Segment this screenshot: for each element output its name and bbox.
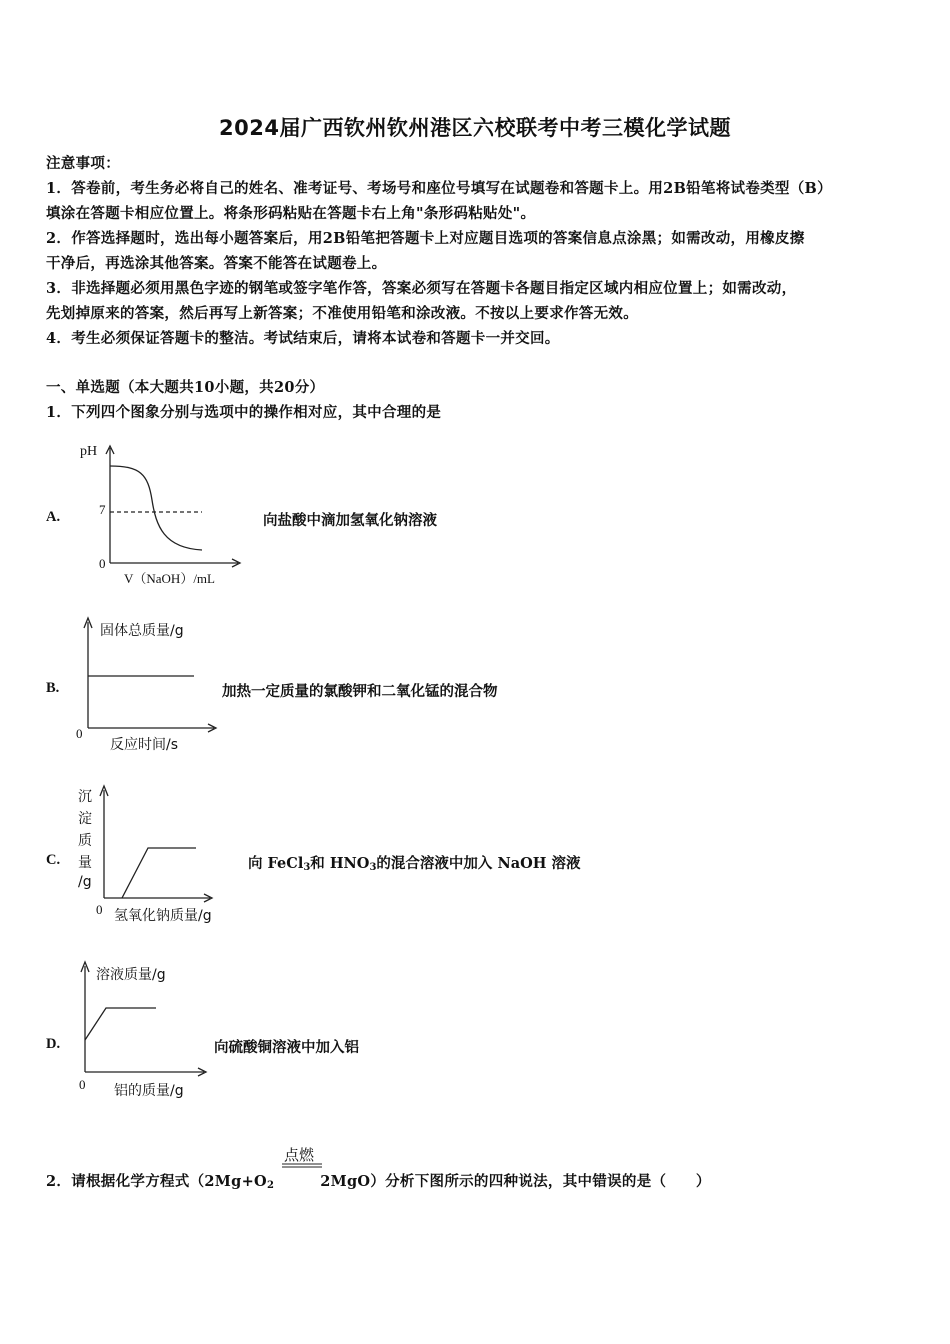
option-d-label: D.	[46, 1036, 61, 1052]
notice-line-5: 3．非选择题必须用黑色字迹的钢笔或签字笔作答，答案必须写在答题卡各题目指定区域内相应位置上；如需改动，	[46, 280, 797, 297]
graph-a-ytick: 7	[99, 502, 106, 517]
notice-line-7: 4．考生必须保证答题卡的整洁。考试结束后，请将本试卷和答题卡一并交回。	[46, 330, 560, 347]
graph-d-origin: 0	[79, 1077, 86, 1092]
section-heading: 一、单选题（本大题共10小题，共20分）	[46, 379, 325, 396]
question-1-stem: 1．下列四个图象分别与选项中的操作相对应，其中合理的是	[46, 404, 442, 421]
option-a-label: A.	[46, 509, 61, 525]
graph-a-origin: 0	[99, 556, 106, 571]
notice-line-2: 填涂在答题卡相应位置上。将条形码粘贴在答题卡右上角"条形码粘贴处"。	[46, 205, 536, 222]
graph-d-xlabel: 铝的质量/g	[114, 1083, 184, 1099]
option-c-desc-post: 的混合溶液中加入 NaOH 溶液	[376, 855, 581, 872]
graph-b-ylabel: 固体总质量/g	[100, 623, 184, 639]
option-c-label: C.	[46, 852, 61, 868]
graph-b-xlabel: 反应时间/s	[110, 737, 179, 753]
notice-line-4: 干净后，再选涂其他答案。答案不能答在试题卷上。	[46, 255, 387, 272]
option-d-desc: 向硫酸铜溶液中加入铝	[214, 1039, 359, 1056]
option-c-desc-sub1: 3	[303, 862, 311, 873]
graph-c-ylabel-1: 沉	[78, 789, 92, 805]
graph-d-ylabel: 溶液质量/g	[96, 967, 166, 983]
option-c-desc-pre: 向 FeCl	[248, 855, 304, 872]
question-2-prefix: 2．请根据化学方程式（2Mg+O	[46, 1173, 267, 1190]
question-2-suffix: 2MgO）分析下图所示的四种说法，其中错误的是（ ）	[320, 1173, 711, 1190]
notice-line-6: 先划掉原来的答案，然后再写上新答案；不准使用铅笔和涂改液。不按以上要求作答无效。	[46, 305, 638, 322]
graph-c-xlabel: 氢氧化钠质量/g	[114, 908, 212, 924]
graph-c-ylabel-4: 量	[78, 855, 92, 871]
graph-c-origin: 0	[96, 902, 103, 917]
graph-a-ylabel: pH	[80, 444, 98, 459]
notice-line-3: 2．作答选择题时，选出每小题答案后，用2B铅笔把答题卡上对应题目选项的答案信息点涂黑；如需改动，用橡皮擦	[46, 230, 805, 247]
page-title: 2024届广西钦州钦州港区六校联考中考三模化学试题	[219, 116, 731, 140]
graph-c-ylabel-2: 淀	[78, 811, 92, 827]
graph-a-xlabel: V（NaOH）/mL	[124, 571, 215, 586]
graph-c-ylabel-3: 质	[78, 833, 92, 849]
question-2-sub: 2	[266, 1180, 275, 1191]
graph-c-ylabel-5: /g	[78, 874, 92, 890]
option-c-desc-sub2: 3	[369, 862, 377, 873]
reaction-condition: 点燃	[284, 1146, 315, 1164]
option-a-desc: 向盐酸中滴加氢氧化钠溶液	[263, 512, 437, 529]
notice-heading: 注意事项：	[46, 155, 120, 172]
option-c-desc-mid: 和 HNO	[310, 855, 370, 872]
graph-b-origin: 0	[76, 726, 83, 741]
option-b-desc: 加热一定质量的氯酸钾和二氧化锰的混合物	[222, 683, 498, 700]
notice-line-1: 1．答卷前，考生务必将自己的姓名、准考证号、考场号和座位号填写在试题卷和答题卡上。用2B铅笔将试卷类型（B）	[46, 180, 832, 197]
option-b-label: B.	[46, 680, 60, 696]
